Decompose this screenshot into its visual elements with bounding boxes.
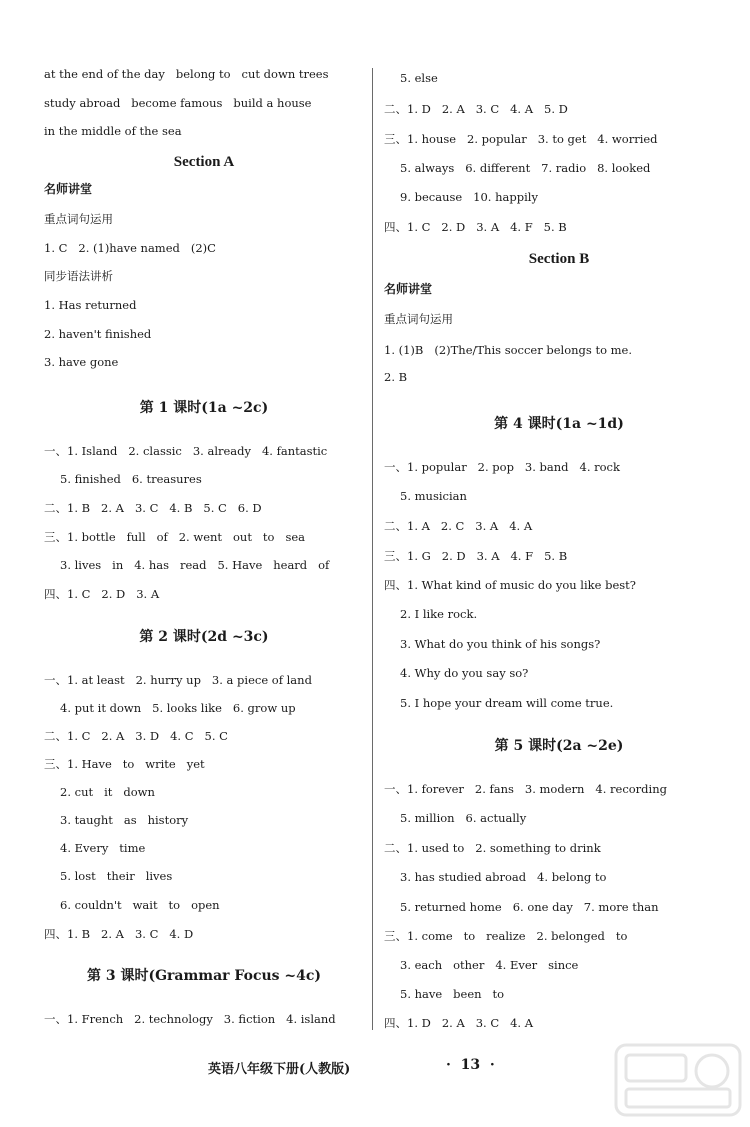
answer-line: 4. Every time	[60, 841, 146, 855]
lesson-2-title: 第 2 课时(2d ~3c)	[139, 629, 269, 645]
answer-line: 9. because 10. happily	[400, 190, 538, 204]
column-divider	[372, 68, 373, 1030]
answer-line: 5. I hope your dream will come true.	[400, 696, 614, 710]
answer-line: 一、1. at least 2. hurry up 3. a piece of land	[44, 673, 312, 687]
page-number: · 13 ·	[446, 1057, 495, 1073]
answer-line: 6. couldn't wait to open	[60, 898, 220, 912]
answer-line: 5. finished 6. treasures	[60, 472, 202, 486]
phrase-line: in the middle of the sea	[44, 124, 182, 138]
answer-line: 5. musician	[400, 489, 467, 503]
answer-line: 二、1. C 2. A 3. D 4. C 5. C	[44, 729, 228, 743]
answer-line: 四、1. What kind of music do you like best?	[384, 578, 636, 592]
answer-line: 三、1. G 2. D 3. A 4. F 5. B	[384, 549, 568, 563]
answer-line: 3. taught as history	[60, 813, 189, 827]
lesson-1-title: 第 1 课时(1a ~2c)	[139, 400, 269, 416]
answer-line: 1. (1)B (2)The/This soccer belongs to me.	[384, 343, 633, 357]
answer-line: 2. I like rock.	[400, 607, 478, 621]
answer-line: 二、1. D 2. A 3. C 4. A 5. D	[384, 102, 568, 116]
answer-line: 二、1. used to 2. something to drink	[384, 841, 601, 855]
answer-line: 三、1. house 2. popular 3. to get 4. worried	[384, 132, 658, 146]
answer-line: 三、1. come to realize 2. belonged to	[384, 929, 628, 943]
answer-line: 5. else	[400, 71, 438, 85]
answer-line: 5. lost their lives	[60, 869, 173, 883]
phrase-line: study abroad become famous build a house	[44, 96, 312, 110]
answer-line: 1. C 2. (1)have named (2)C	[44, 241, 216, 255]
answer-line: 四、1. B 2. A 3. C 4. D	[44, 927, 194, 941]
answer-line: 4. Why do you say so?	[400, 666, 529, 680]
answer-line: 5. returned home 6. one day 7. more than	[400, 900, 659, 914]
answer-line: 5. million 6. actually	[400, 811, 527, 825]
answer-line: 3. each other 4. Ever since	[400, 958, 579, 972]
zhongdian-label: 重点词句运用	[384, 312, 453, 326]
section-b-heading: Section B	[528, 251, 590, 267]
answer-line: 四、1. C 2. D 3. A	[44, 587, 160, 601]
lesson-4-title: 第 4 课时(1a ~1d)	[494, 416, 624, 432]
tongbu-label: 同步语法讲析	[44, 269, 113, 283]
answer-line: 一、1. French 2. technology 3. fiction 4. island	[44, 1012, 336, 1026]
answer-line: 四、1. C 2. D 3. A 4. F 5. B	[384, 220, 567, 234]
answer-line: 2. haven't finished	[44, 327, 152, 341]
answer-line: 2. B	[384, 370, 408, 384]
answer-line: 3. have gone	[44, 355, 119, 369]
answer-line: 1. Has returned	[44, 298, 137, 312]
page-footer-title: 英语八年级下册(人教版)	[208, 1062, 351, 1077]
phrase-line: at the end of the day belong to cut down trees	[44, 67, 329, 81]
mingshi-heading: 名师讲堂	[384, 282, 433, 296]
lesson-5-title: 第 5 课时(2a ~2e)	[494, 738, 624, 754]
answer-line: 4. put it down 5. looks like 6. grow up	[60, 701, 296, 715]
lesson-3-title: 第 3 课时(Grammar Focus ~4c)	[86, 968, 322, 984]
answer-line: 2. cut it down	[60, 785, 155, 799]
answer-line: 四、1. D 2. A 3. C 4. A	[384, 1016, 534, 1030]
watermark-logo	[612, 1041, 744, 1119]
answer-line: 3. What do you think of his songs?	[400, 637, 601, 651]
answer-line: 3. lives in 4. has read 5. Have heard of	[60, 558, 330, 572]
answer-line: 二、1. A 2. C 3. A 4. A	[384, 519, 533, 533]
answer-line: 3. has studied abroad 4. belong to	[400, 870, 607, 884]
answer-line: 二、1. B 2. A 3. C 4. B 5. C 6. D	[44, 501, 262, 515]
answer-line: 一、1. popular 2. pop 3. band 4. rock	[384, 460, 620, 474]
answer-line: 三、1. Have to write yet	[44, 757, 205, 771]
answer-line: 5. have been to	[400, 987, 505, 1001]
answer-line: 5. always 6. different 7. radio 8. looked	[400, 161, 651, 175]
answer-line: 一、1. forever 2. fans 3. modern 4. recording	[384, 782, 667, 796]
answer-line: 三、1. bottle full of 2. went out to sea	[44, 530, 306, 544]
zhongdian-label: 重点词句运用	[44, 212, 113, 226]
mingshi-heading: 名师讲堂	[44, 182, 93, 196]
answer-line: 一、1. Island 2. classic 3. already 4. fantastic	[44, 444, 328, 458]
section-a-heading: Section A	[173, 154, 235, 170]
